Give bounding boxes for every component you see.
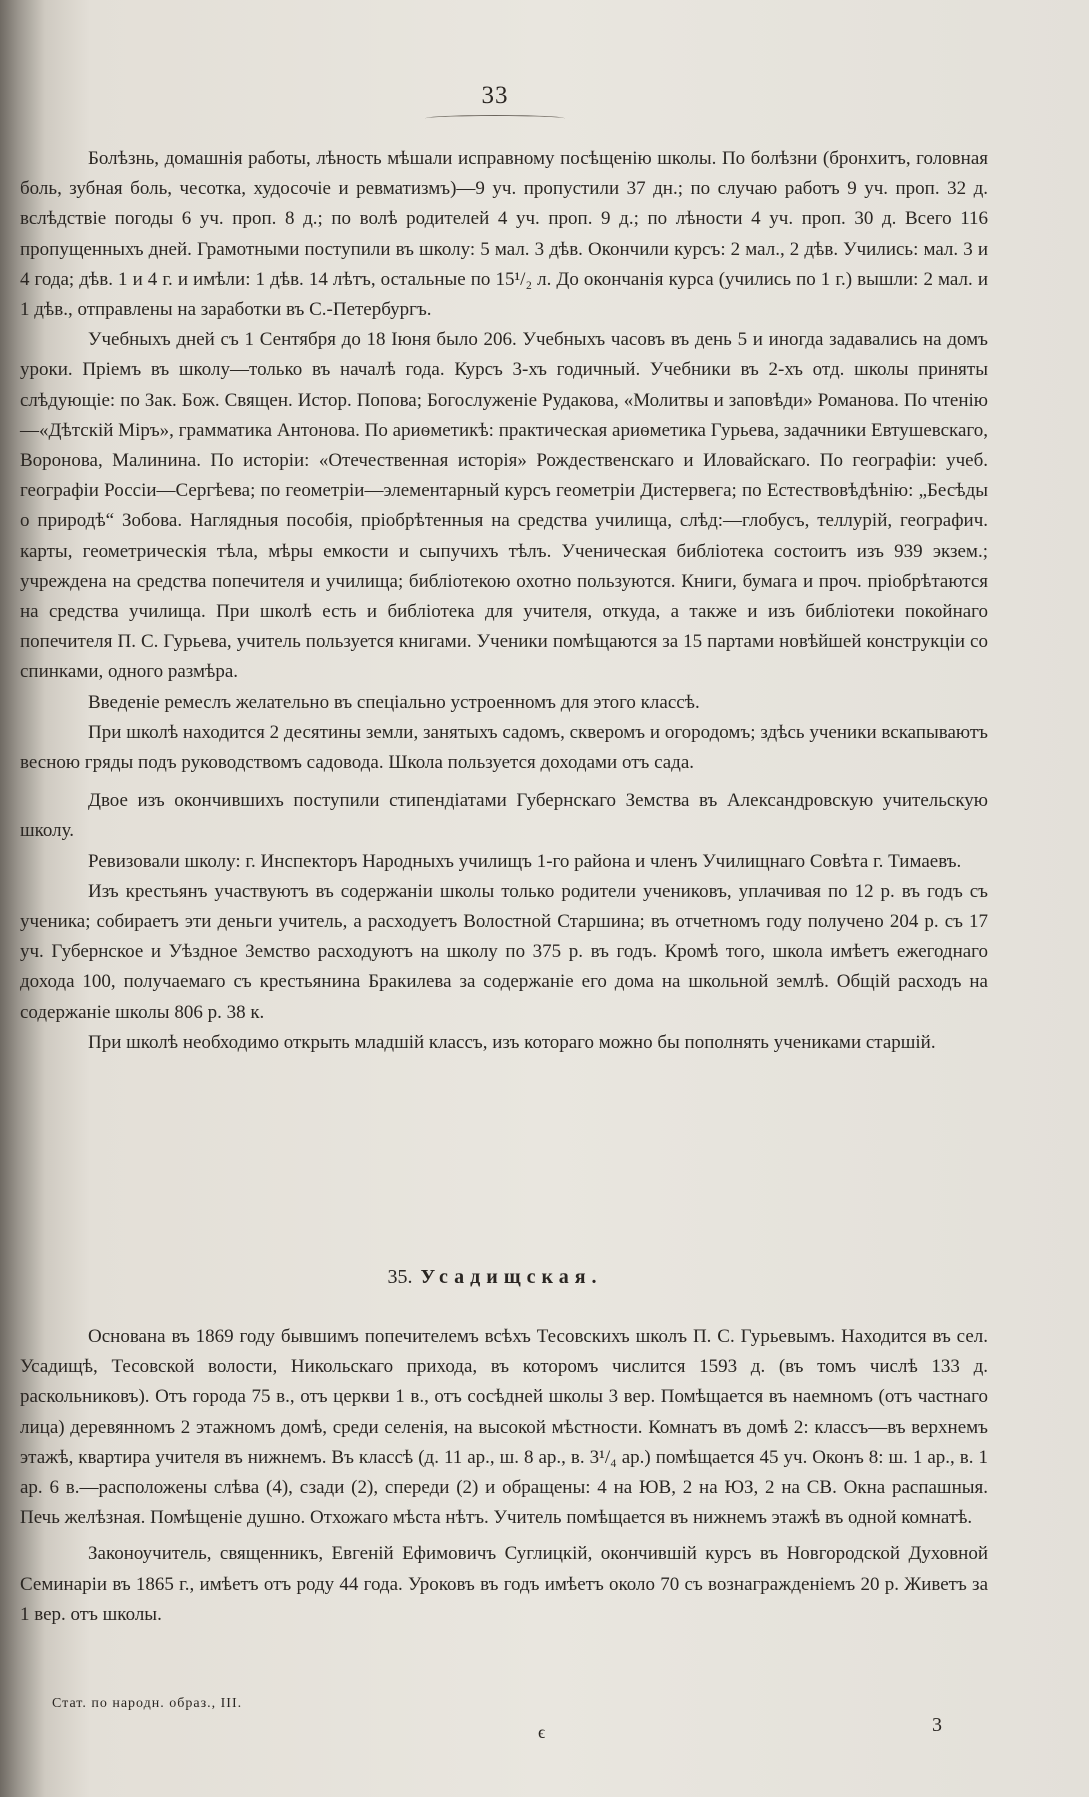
paragraph-crafts: Введеніе ремеслъ желательно въ спеціально устроенномъ для этого классѣ. — [88, 691, 700, 713]
paragraph-land: При школѣ находится 2 десятины земли, занятыхъ садомъ, скверомъ и огородомъ; здѣсь ученики вскапываютъ весною гряды подъ руководствомъ садовода. Школа пользуется доходами отъ сада. — [20, 721, 988, 774]
section-title: Усадищская. — [420, 1266, 603, 1288]
signature-number: 3 — [932, 1714, 942, 1736]
section-paragraph-founding: Основана въ 1869 году бывшимъ попечителемъ всѣхъ Тесовскихъ школъ П. С. Гурьевымъ. Находится въ сел. Усадищѣ, Тесовской волости, Никольскаго прихода, въ которомъ числится 1593 д. (въ томъ числѣ 133 д. раскольниковъ). Отъ города 75 в., отъ церкви 1 в., отъ сосѣдней школы 3 вер. Помѣщается въ наемномъ (отъ частнаго лица) деревянномъ 2 этажномъ домѣ, среди селенія, на высокой мѣстности. Комнатъ въ домѣ 2: классъ—въ верхнемъ этажѣ, квартира учителя въ нижнемъ. Въ классѣ (д. 11 ар., ш. 8 ар., в. 3¹/₄ ар.) помѣщается 45 уч. Оконъ 8: ш. 1 ар., в. 1 ар. 6 в.—расположены слѣва (4), сзади (2), спереди (2) и обращены: 4 на ЮВ, 2 на ЮЗ, 2 на СВ. Окна распашныя. Печь желѣзная. Помѣщеніе душно. Отхожаго мѣста нѣтъ. Учитель помѣщается въ нижнемъ этажѣ въ одной комнатѣ. — [20, 1326, 988, 1529]
paragraph-inspection: Ревизовали школу: г. Инспекторъ Народныхъ училищъ 1-го района и членъ Училищнаго Совѣта г. Тимаевъ. — [88, 850, 962, 872]
section-heading — [0, 1266, 990, 1289]
paragraph-absences: Болѣзнь, домашнія работы, лѣность мѣшали исправному посѣщенію школы. По болѣзни (бронхитъ, головная боль, зубная боль, чесотка, худосочіе и ревматизмъ)—9 уч. пропустили 37 дн.; по случаю работъ 9 уч. проп. 32 д. вслѣдствіе погоды 6 уч. проп. 8 д.; по волѣ родителей 4 уч. проп. 9 д.; по лѣности 4 уч. проп. 30 д. Всего 116 пропущенныхъ дней. Грамотными поступили въ школу: 5 мал. 3 дѣв. Окончили курсъ: 2 мал., 2 дѣв. Учились: мал. 3 и 4 года; дѣв. 1 и 4 г. и имѣли: 1 дѣв. 14 лѣтъ, остальные по 15¹/₂ л. До окончанія курса (учились по 1 г.) вышли: 2 мал. и 1 дѣв., отправлены на заработки въ С.-Петербургъ. — [20, 148, 988, 321]
paragraph-curriculum: Учебныхъ дней съ 1 Сентября до 18 Іюня было 206. Учебныхъ часовъ въ день 5 и иногда задавались на домъ уроки. Пріемъ въ школу—только въ началѣ года. Курсъ 3-хъ годичный. Учебники въ 2-хъ отд. школы приняты слѣдующіе: по Зак. Бож. Священ. Истор. Попова; Богослуженіе Рудакова, «Молитвы и заповѣди» Романова. По чтенію—«Дѣтскій Міръ», грамматика Антонова. По ариѳметикѣ: практическая ариѳметика Гурьева, задачники Евтушевскаго, Воронова, Малинина. По исторіи: «Отечественная исторія» Рождественскаго и Иловайскаго. По географіи: учеб. географіи Россіи—Сергѣева; по геометріи—элементарный курсъ геометріи Дистервега; по Естествовѣдѣнію: „Бесѣды о природѣ“ Зобова. Наглядныя пособія, пріобрѣтенныя на средства училища, слѣд:—глобусъ, теллурій, географич. карты, геометрическія тѣла, мѣры емкости и сыпучихъ тѣлъ. Ученическая библіотека состоитъ изъ 939 экзем.; учреждена на средства попечителя и училища; библіотекою охотно пользуются. Книги, бумага и проч. пріобрѣтаются на средства училища. При школѣ есть и библіотека для учителя, откуда, а также и изъ библіотеки покойнаго попечителя П. С. Гурьева, учитель пользуется книгами. Ученики помѣщаются за 15 партами новѣйшей конструкціи со спинками, одного размѣра. — [20, 329, 988, 683]
paragraph-graduates: Двое изъ окончившихъ поступили стипендіатами Губернскаго Земства въ Александровскую учительскую школу. — [20, 790, 988, 842]
page-number: 33 — [481, 82, 509, 109]
section-paragraph-teacher: Законоучитель, священникъ, Евгеній Ефимовичъ Суглицкій, окончившій курсъ въ Новгородской Духовной Семинаріи въ 1865 г., имѣетъ отъ роду 44 года. Уроковъ въ годъ имѣетъ около 70 съ вознагражденіемъ 20 р. Живетъ за 1 вер. отъ школы. — [20, 1543, 988, 1625]
section-text — [20, 1322, 988, 1630]
paragraph-junior-class: При школѣ необходимо открыть младшій классъ, изъ котораго можно бы пополнять учениками старшій. — [88, 1031, 936, 1053]
footer-source: Стат. по народн. образ., III. — [52, 1696, 243, 1711]
section-number: 35. — [387, 1266, 413, 1288]
body-text — [20, 144, 988, 1058]
page-number-ornament — [425, 115, 565, 122]
paragraph-funding: Изъ крестьянъ участвуютъ въ содержаніи школы только родители учениковъ, уплачивая по 12 р. въ годъ съ ученика; собираетъ эти деньги учитель, а расходуетъ Волостной Старшина; въ отчетномъ году получено 204 р. съ 17 уч. Губернское и Уѣздное Земство расходуютъ на школу по 375 р. въ годъ. Кромѣ того, школа имѣетъ ежегоднаго дохода 100, получаемаго съ крестьянина Бракилева за содержаніе его дома на школьной землѣ. Общій расходъ на содержаніе школы 806 р. 38 к. — [20, 880, 988, 1023]
footer-mark: ϵ — [538, 1722, 546, 1742]
